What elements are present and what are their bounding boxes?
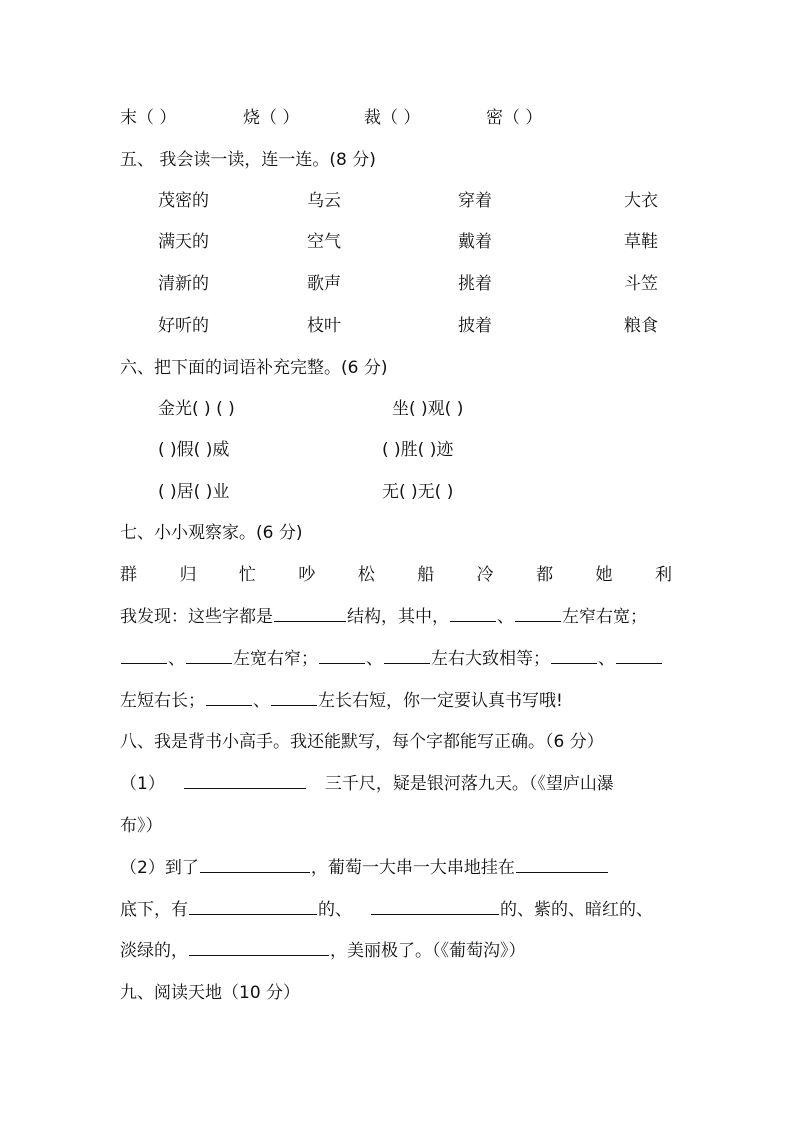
- match-word: 枝叶: [307, 316, 341, 336]
- char-item: 烧（ ）: [243, 108, 300, 128]
- idiom-blank: ( )假( )威: [158, 440, 230, 460]
- recite-q1: （1） 三千尺，疑是银河落九天。（《望庐山瀑: [120, 774, 614, 794]
- observation-line-2: 、 左宽右窄； 、 左右大致相等； 、: [120, 648, 663, 670]
- section-8-title: 八、我是背书小高手。我还能默写，每个字都能写正确。（6 分）: [120, 732, 604, 752]
- idiom-blank: 无( )无( ): [382, 482, 454, 502]
- match-word: 斗笠: [624, 274, 658, 294]
- idiom-blank: 金光( ) ( ): [158, 399, 235, 419]
- recite-q1-end: 布》）: [120, 816, 163, 836]
- recite-q2-line-2: 底下，有 的、 的、紫的、暗红的、: [120, 900, 653, 920]
- match-word: 大衣: [624, 191, 658, 211]
- match-word: 草鞋: [624, 232, 658, 252]
- char: 松: [357, 565, 375, 585]
- char: 都: [536, 565, 554, 585]
- char: 利: [654, 565, 672, 585]
- char-blank-row: [120, 107, 176, 129]
- char: 群: [120, 565, 137, 585]
- match-word: 满天的: [158, 232, 209, 252]
- observation-line-3: 左短右长； 、 左长右短，你一定要认真书写哦!: [120, 691, 563, 711]
- match-word: 乌云: [307, 191, 341, 211]
- char: 归: [179, 565, 197, 585]
- match-word: 空气: [307, 232, 341, 252]
- match-word: 清新的: [158, 274, 209, 294]
- answer-blank[interactable]: [319, 649, 365, 664]
- match-word: 穿着: [458, 191, 492, 211]
- recite-q2-line-1: （2）到了 ，葡萄一大串一大串地挂在: [120, 857, 609, 879]
- answer-blank[interactable]: [516, 858, 608, 873]
- answer-blank[interactable]: [371, 900, 499, 915]
- answer-blank[interactable]: [274, 607, 346, 622]
- answer-blank[interactable]: [186, 649, 232, 664]
- match-word: 挑着: [458, 274, 492, 294]
- match-word: 好听的: [158, 316, 209, 336]
- answer-blank[interactable]: [189, 941, 329, 956]
- answer-blank[interactable]: [200, 858, 310, 873]
- match-word: 披着: [458, 316, 492, 336]
- char: 她: [595, 565, 613, 585]
- char: 忙: [238, 565, 256, 585]
- match-word: 歌声: [307, 274, 341, 294]
- char: 吵: [298, 565, 316, 585]
- char-item: 末（ ）: [120, 108, 177, 128]
- match-word: 茂密的: [158, 191, 209, 211]
- char: 船: [417, 565, 435, 585]
- answer-blank[interactable]: [515, 607, 561, 622]
- section-7-title: 七、小小观察家。(6 分): [120, 523, 303, 543]
- answer-blank[interactable]: [271, 691, 317, 706]
- section-9-title: 九、阅读天地（10 分）: [120, 983, 301, 1003]
- answer-blank[interactable]: [121, 649, 167, 664]
- answer-blank[interactable]: [184, 774, 306, 789]
- idiom-blank: ( )居( )业: [158, 482, 230, 502]
- char-list: [120, 564, 672, 586]
- char: 冷: [476, 565, 494, 585]
- answer-blank[interactable]: [206, 691, 252, 706]
- answer-blank[interactable]: [616, 649, 662, 664]
- answer-blank[interactable]: [450, 607, 496, 622]
- answer-blank[interactable]: [551, 649, 597, 664]
- idiom-blank: 坐( )观( ): [392, 399, 464, 419]
- match-word: 戴着: [458, 232, 492, 252]
- match-word: 粮食: [624, 316, 658, 336]
- answer-blank[interactable]: [384, 649, 430, 664]
- char-item: 密（ ）: [486, 108, 543, 128]
- section-5-title: 五、 我会读一读，连一连。(8 分): [120, 150, 376, 170]
- observation-line-1: 我发现：这些字都是 结构，其中， 、 左窄右宽；: [120, 607, 647, 627]
- char-item: 裁（ ）: [364, 108, 421, 128]
- idiom-blank: ( )胜( )迹: [382, 440, 454, 460]
- recite-q2-line-3: 淡绿的， ，美丽极了。（《葡萄沟》）: [120, 941, 526, 961]
- section-6-title: 六、把下面的词语补充完整。(6 分): [120, 358, 388, 378]
- answer-blank[interactable]: [189, 900, 317, 915]
